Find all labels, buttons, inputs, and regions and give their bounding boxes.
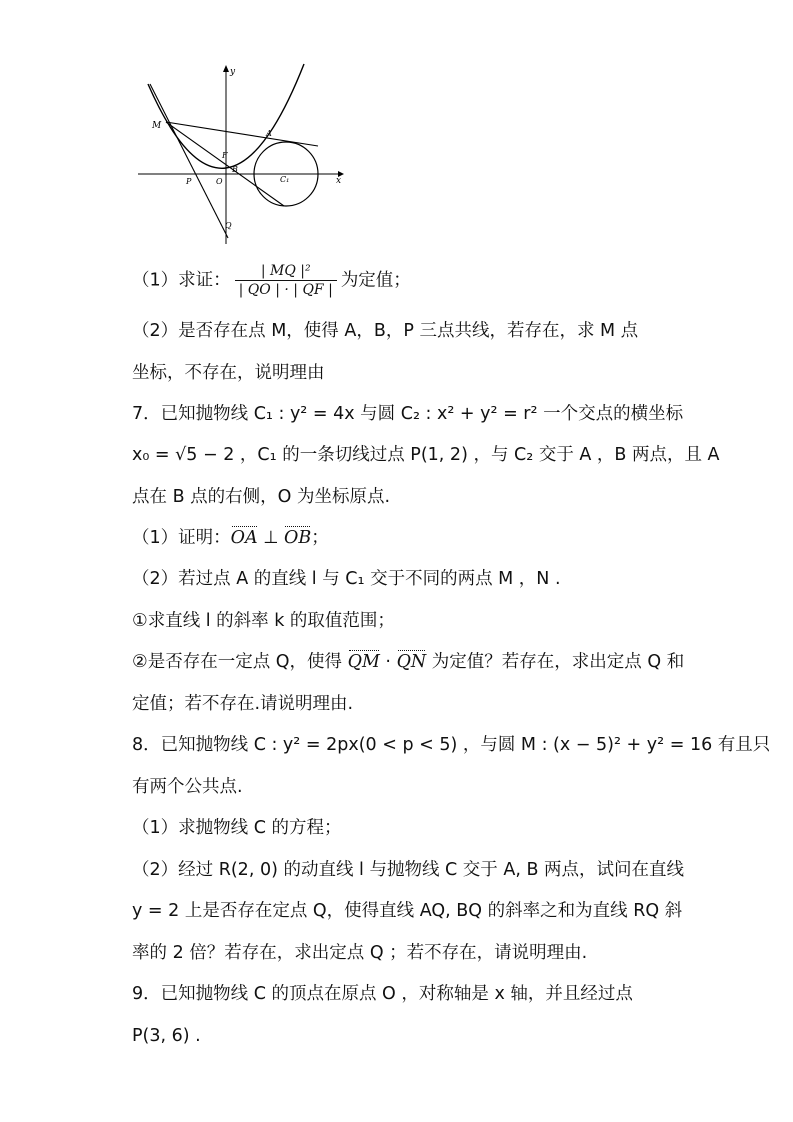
y-axis-arrow	[223, 65, 229, 72]
label-o: O	[216, 177, 223, 186]
figure-svg	[138, 62, 350, 244]
text-line: （1）求抛物线 C 的方程；	[132, 818, 342, 838]
fraction-numerator: | MQ |²	[235, 262, 337, 281]
text-line: 有两个公共点.	[132, 777, 243, 797]
text-line: x₀ = √5 − 2 ，C₁ 的一条切线过点 P(1, 2) ，与 C₂ 交于 A ，B 两点，且 A	[132, 445, 720, 465]
tangent-line-top	[166, 122, 318, 146]
text-line: P(3, 6) .	[132, 1026, 201, 1046]
suffix: 为定值；	[340, 270, 411, 291]
label-f: F	[222, 151, 228, 160]
line-mpq	[150, 84, 228, 238]
operator: ⊥	[257, 528, 285, 548]
vector-oa: OA	[230, 528, 258, 548]
question-1-prove	[132, 262, 411, 299]
text-line-vectors	[132, 650, 684, 674]
text-line: （2）若过点 A 的直线 l 与 C₁ 交于不同的两点 M ，N .	[132, 569, 561, 589]
vector-ob: OB	[284, 528, 312, 548]
prefix: （1）证明：	[132, 528, 231, 548]
text-line: ①求直线 l 的斜率 k 的取值范围；	[132, 611, 395, 631]
text-line: 坐标，不存在，说明理由	[132, 363, 325, 383]
label-a: A	[266, 129, 272, 138]
text-line: （2）经过 R(2, 0) 的动直线 l 与抛物线 C 交于 A, B 两点，试问在直线	[132, 860, 685, 880]
label-p: P	[186, 177, 192, 186]
fraction	[235, 262, 337, 299]
vector-qn: QN	[396, 652, 427, 672]
label-b: B	[232, 165, 238, 174]
geometry-figure	[138, 62, 350, 244]
problem-7-heading: 7．已知抛物线 C₁ : y² = 4x 与圆 C₂ : x² + y² = r² 一个交点的横坐标	[132, 404, 684, 424]
problem-9-heading: 9．已知抛物线 C 的顶点在原点 O ，对称轴是 x 轴，并且经过点	[132, 984, 633, 1004]
text-line: （2）是否存在点 M，使得 A，B，P 三点共线，若存在，求 M 点	[132, 321, 639, 341]
vector-qm: QM	[347, 652, 380, 672]
text-line: 率的 2 倍？若存在，求出定点 Q ；若不存在，请说明理由.	[132, 943, 588, 963]
text-line: 点在 B 点的右侧，O 为坐标原点.	[132, 487, 391, 507]
suffix: ；	[311, 528, 329, 548]
text-line: 定值；若不存在.请说明理由.	[132, 694, 354, 714]
suffix: 为定值？若存在，求出定点 Q 和	[426, 652, 685, 672]
label-y: y	[230, 67, 236, 77]
label-m: M	[152, 121, 162, 131]
prefix: （1）求证：	[132, 270, 231, 291]
prefix: ②是否存在一定点 Q，使得	[132, 652, 348, 672]
text-line-vectors	[132, 526, 329, 550]
operator: ·	[379, 652, 397, 672]
label-q: Q	[225, 221, 232, 230]
label-x: x	[336, 176, 342, 186]
label-c1: C₁	[280, 175, 290, 184]
text-line: y = 2 上是否存在定点 Q，使得直线 AQ, BQ 的斜率之和为直线 RQ 斜	[132, 901, 683, 921]
problem-8-heading: 8．已知抛物线 C : y² = 2px(0 < p < 5) ，与圆 M : (x − 5)² + y² = 16 有且只	[132, 735, 771, 755]
fraction-denominator: | QO | · | QF |	[238, 282, 333, 298]
